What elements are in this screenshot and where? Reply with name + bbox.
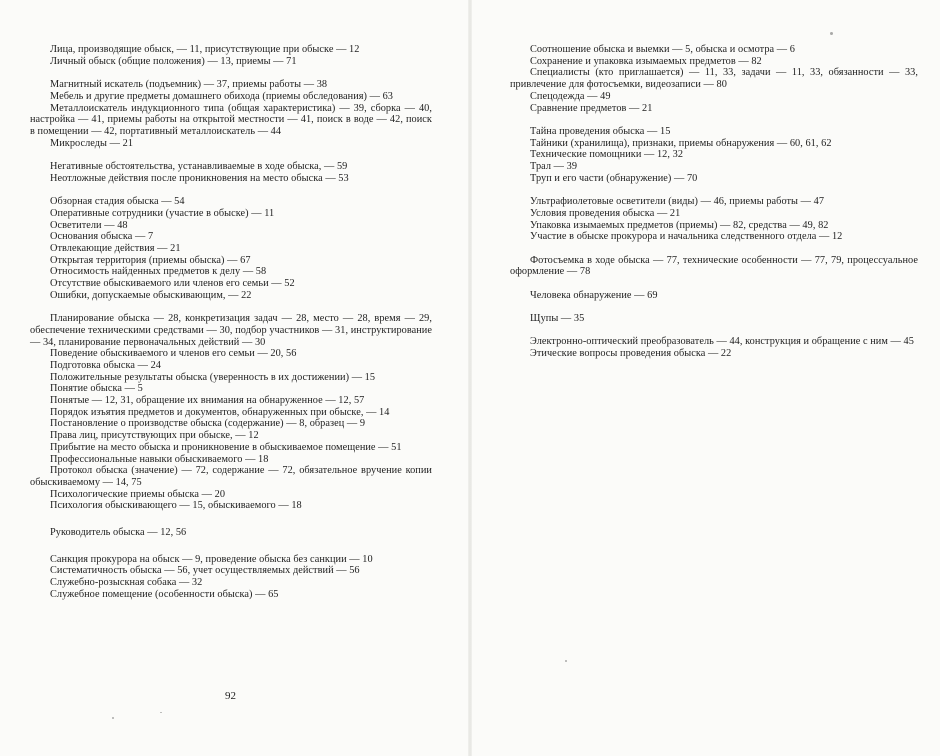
index-entry: Магнитный искатель (подъемник) — 37, приемы работы — 38 — [50, 79, 328, 91]
index-entry: Лица, производящие обыск, — 11, присутствующие при обыске — 12 — [50, 44, 360, 55]
index-entry: Спецодежда — 49 — [530, 90, 611, 102]
index-entry: Соотношение обыска и выемки — 5, обыска и осмотра — 6 — [530, 44, 795, 55]
index-entry: Металлоискатель индукционного типа (общая характеристика) — 39, сборка — 40, настройка — 41, приемы работы на открытой местности — 41, поиск в воде — 42, поиск в помещении — 42, портативный металлоискатель — 44 — [30, 102, 432, 137]
index-entry: Личный обыск (общие положения) — 13, приемы — 71 — [50, 55, 297, 67]
entry-spacer — [30, 539, 432, 554]
page-number: 92 — [225, 690, 236, 702]
index-entry: Права лиц, присутствующих при обыске, — 12 — [50, 430, 259, 442]
index-entry: Труп и его части (обнаружение) — 70 — [530, 172, 698, 184]
entry-spacer — [30, 184, 432, 196]
index-entry: Подготовка обыска — 24 — [50, 359, 162, 371]
scan-speck — [830, 32, 833, 35]
index-entry: Сравнение предметов — 21 — [530, 102, 653, 114]
index-entry: Протокол обыска (значение) — 72, содержание — 72, обязательное вручение копии обыскиваемому — 14, 75 — [30, 465, 432, 488]
scan-speck — [565, 660, 567, 662]
index-entry: Фотосъемка в ходе обыска — 77, технические особенности — 77, 79, процессуальное оформление — 78 — [510, 254, 918, 278]
index-entry: Негативные обстоятельства, устанавливаемые в ходе обыска, — 59 — [50, 161, 348, 172]
entry-spacer — [510, 301, 918, 313]
index-entry: Осветители — 48 — [50, 219, 128, 231]
entry-spacer — [510, 243, 918, 255]
index-entry: Условия проведения обыска — 21 — [530, 207, 681, 219]
index-entry: Электронно-оптический преобразователь — 44, конструкция и обращение с ним — 45 — [530, 336, 914, 348]
entry-spacer — [30, 301, 432, 313]
index-entry: Человека обнаружение — 69 — [530, 289, 658, 301]
index-entry: Сохранение и упаковка изымаемых предметов — 82 — [530, 55, 762, 67]
index-entry: Тайна проведения обыска — 15 — [530, 125, 671, 137]
index-entry: Упаковка изымаемых предметов (приемы) — 82, средства — 49, 82 — [530, 219, 829, 231]
index-entry: Планирование обыска — 28, конкретизация задач — 28, место — 28, время — 29, обеспечение техническими средствами — 30, подбор участников — 31, инструктирование — 34, планирование первоначальных действий — 30 — [30, 313, 432, 348]
entry-spacer — [30, 149, 432, 161]
index-entry: Систематичность обыска — 56, учет осуществляемых действий — 56 — [50, 565, 360, 577]
index-entry: Профессиональные навыки обыскиваемого — 18 — [50, 453, 269, 465]
index-entry: Отвлекающие действия — 21 — [50, 242, 181, 254]
entry-spacer — [30, 67, 432, 79]
index-entry: Понятие обыска — 5 — [50, 383, 143, 395]
index-entry: Технические помощники — 12, 32 — [530, 149, 684, 161]
index-entry: Этические вопросы проведения обыска — 22 — [530, 348, 732, 360]
index-entry: Обзорная стадия обыска — 54 — [50, 196, 185, 208]
entry-spacer — [30, 512, 432, 527]
index-entry: Постановление о производстве обыска (содержание) — 8, образец — 9 — [50, 418, 366, 430]
index-entry: Служебно-розыскная собака — 32 — [50, 577, 203, 589]
index-entry: Понятые — 12, 31, обращение их внимания на обнаруженное — 12, 57 — [50, 395, 365, 407]
left-index-column — [30, 44, 432, 601]
index-entry: Психология обыскивающего — 15, обыскиваемого — 18 — [50, 500, 302, 512]
index-entry: Служебное помещение (особенности обыска) — 65 — [50, 588, 279, 600]
index-entry: Щупы — 35 — [530, 313, 585, 325]
index-entry: Психологические приемы обыска — 20 — [50, 488, 226, 500]
index-entry: Открытая территория (приемы обыска) — 67 — [50, 254, 251, 266]
entry-spacer — [510, 114, 918, 126]
right-page — [470, 0, 940, 756]
entry-spacer — [510, 278, 918, 290]
index-entry: Ультрафиолетовые осветители (виды) — 46, приемы работы — 47 — [530, 196, 825, 208]
index-entry: Ошибки, допускаемые обыскивающим, — 22 — [50, 289, 252, 301]
index-entry: Трал — 39 — [530, 161, 578, 173]
index-entry: Относимость найденных предметов к делу — 58 — [50, 266, 267, 278]
index-entry: Руководитель обыска — 12, 56 — [50, 527, 187, 539]
index-entry: Порядок изъятия предметов и документов, обнаруженных при обыске, — 14 — [50, 406, 390, 418]
index-entry: Мебель и другие предметы домашнего обихода (приемы обследования) — 63 — [50, 90, 394, 102]
index-entry: Тайники (хранилища), признаки, приемы обнаружения — 60, 61, 62 — [530, 137, 832, 149]
scan-speck — [160, 712, 162, 713]
right-index-column — [510, 44, 918, 360]
entry-spacer — [510, 184, 918, 196]
index-entry: Неотложные действия после проникновения на место обыска — 53 — [50, 172, 349, 184]
entry-spacer — [510, 325, 918, 337]
index-entry: Прибытие на место обыска и проникновение в обыскиваемое помещение — 51 — [50, 441, 402, 453]
index-entry: Положительные результаты обыска (уверенность в их достижении) — 15 — [50, 371, 376, 383]
index-entry: Поведение обыскиваемого и членов его семьи — 20, 56 — [50, 348, 297, 360]
index-entry: Специалисты (кто приглашается) — 11, 33, задачи — 11, 33, обязанности — 33, привлечение для фотосъемки, видеозаписи — 80 — [510, 67, 918, 91]
index-entry: Санкция прокурора на обыск — 9, проведение обыска без санкции — 10 — [50, 553, 373, 565]
index-entry: Отсутствие обыскиваемого или членов его семьи — 52 — [50, 278, 295, 290]
index-entry: Участие в обыске прокурора и начальника следственного отдела — 12 — [530, 231, 843, 243]
index-entry: Микроследы — 21 — [50, 137, 134, 149]
index-entry: Основания обыска — 7 — [50, 231, 154, 243]
index-entry: Оперативные сотрудники (участие в обыске) — 11 — [50, 207, 275, 219]
scan-speck — [112, 717, 114, 719]
